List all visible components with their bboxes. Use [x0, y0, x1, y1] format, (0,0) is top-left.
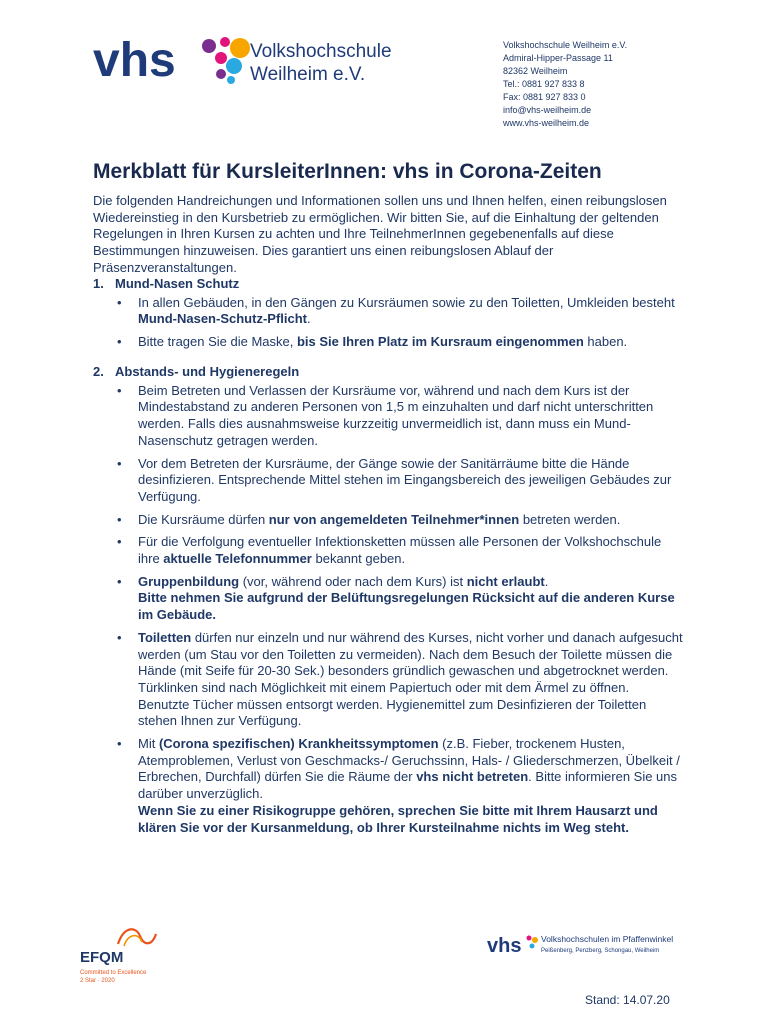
- address-block: [503, 39, 627, 130]
- logo-dot: [230, 38, 250, 58]
- efqm-swoosh-icon: [124, 936, 142, 946]
- list-item: [93, 512, 683, 529]
- list-item: • Beim Betreten und Verlassen der Kursräume vor, während und nach dem Kurs ist der Mindestabstand zu anderen Personen von 1,5 m einzuhalten und darf nicht unterschritten werden. Falls dies ausnahmsweise kurzzeitig unvermeidlich ist, dann muss ein Mund-Nasenschutz getragen werden.: [93, 383, 683, 450]
- efqm-subtext: Committed to Excellence: [80, 970, 147, 976]
- vhs-small-text: vhs: [487, 935, 522, 957]
- address-line: Admiral-Hipper-Passage 11: [503, 53, 613, 63]
- logo-dot: [226, 58, 242, 74]
- section-heading: [93, 276, 683, 293]
- text: bekannt geben.: [311, 551, 406, 567]
- bold-text: Bitte nehmen Sie aufgrund der Belüftungsregelungen Rücksicht auf die anderen Kurse im Gebäude.: [138, 590, 675, 623]
- text: Die Kursräume dürfen: [138, 511, 269, 527]
- logo-dot: [220, 37, 230, 47]
- section-title: Abstands- und Hygieneregeln: [115, 364, 300, 379]
- section-mask: [93, 276, 683, 357]
- bold-text: bis Sie Ihren Platz im Kursraum eingenommen: [296, 334, 584, 350]
- text: In allen Gebäuden, in den Gängen zu Kursräumen sowie zu den Toiletten, Umkleiden besteht: [138, 294, 675, 310]
- text: haben.: [583, 334, 628, 350]
- logo-dot: [532, 937, 538, 943]
- logo-dot: [227, 76, 235, 84]
- text: .: [544, 573, 549, 589]
- bullet-list: [93, 383, 683, 837]
- text: .: [307, 311, 311, 327]
- list-item: [93, 295, 683, 328]
- bold-text: nicht erlaubt: [466, 573, 545, 589]
- bold-text: nur von angemeldeten Teilnehmer*innen: [268, 511, 520, 527]
- logo-dot: [202, 39, 216, 53]
- bullet-list: [93, 295, 683, 351]
- section-number: 2.: [93, 364, 104, 379]
- logo-dot: [527, 936, 532, 941]
- section-heading: [93, 364, 683, 381]
- vhs-small-line-1: Volkshochschulen im Pfaffenwinkel: [541, 934, 674, 944]
- section-number: 1.: [93, 276, 104, 291]
- bold-text: (Corona spezifischen) Krankheitssymptomen: [158, 736, 439, 752]
- text: Für die Verfolgung eventueller Infektionsketten müssen alle Personen der Volkshochschule ihre: [138, 534, 662, 567]
- bold-text: Gruppenbildung: [138, 573, 240, 589]
- logo-text: vhs: [93, 34, 176, 87]
- logo-dot: [216, 69, 226, 79]
- logo-line-2: Weilheim e.V.: [250, 64, 366, 85]
- bold-text: Wenn Sie zu einer Risikogruppe gehören, sprechen Sie bitte mit Ihrem Hausarzt und klären Sie vor der Kursanmeldung, ob Ihrer Kursteilnahme nichts im Weg steht.: [138, 802, 658, 835]
- address-email[interactable]: info@vhs-weilheim.de: [503, 105, 592, 115]
- efqm-subtext: 2 Star · 2020: [80, 978, 115, 984]
- logo-dot: [215, 52, 227, 64]
- text: Mit: [138, 736, 159, 752]
- intro-paragraph: Die folgenden Handreichungen und Informationen sollen uns und Ihnen helfen, einen reibungslosen Wiedereinstieg in den Kursbetrieb zu ermöglichen. Wir bitten Sie, auf die Einhaltung der geltenden Regelungen in Ihren Kursen zu achten und Ihre TeilnehmerInnen gegebenenfalls auf diese Bestimmungen hinzuweisen. Dies garantiert uns einen reibungslosen Ablauf der Präsenzveranstaltungen.: [93, 193, 667, 275]
- bold-text: Mund-Nasen-Schutz-Pflicht: [138, 311, 307, 327]
- list-item: [93, 334, 683, 351]
- list-item: [93, 736, 683, 836]
- logo-line-1: Volkshochschule: [250, 41, 392, 62]
- address-phone: Tel.: 0881 927 833 8: [503, 79, 585, 89]
- bold-text: aktuelle Telefonnummer: [163, 551, 312, 567]
- address-line: Volkshochschule Weilheim e.V.: [503, 40, 628, 50]
- list-item: [93, 534, 683, 567]
- page-title: Merkblatt für KursleiterInnen: vhs in Corona-Zeiten: [93, 160, 602, 183]
- text: Bitte tragen Sie die Maske,: [138, 334, 297, 350]
- efqm-text: EFQM: [80, 949, 124, 966]
- address-line: 82362 Weilheim: [503, 66, 568, 76]
- address-website[interactable]: www.vhs-weilheim.de: [503, 118, 590, 128]
- bold-text: vhs nicht betreten: [416, 769, 529, 785]
- section-hygiene: [93, 364, 683, 842]
- vhs-logo: [93, 32, 253, 88]
- text: betreten werden.: [519, 511, 621, 527]
- vhs-small-line-2: Peißenberg, Penzberg, Schongau, Weilheim: [541, 948, 660, 954]
- list-item: [93, 630, 683, 730]
- text: dürfen nur einzeln und nur während des Kurses, nicht vorher und danach aufgesucht werden (um Stau vor den Toiletten zu vermeiden). Nach dem Besuch der Toilette müssen die Hände (mit Seife für 20-30 Sek.) besonders gründlich gewaschen und abgetrocknet werden. Türklinken sind nach Möglichkeit mit einem Papiertuch oder mit dem Ärmel zu öffnen. Benutzte Tücher müssen entsorgt werden. Hygienemittel zum Desinfizieren der Toiletten stehen Ihnen zur Verfügung.: [138, 629, 683, 729]
- bold-text: Toiletten: [138, 629, 192, 645]
- logo-dot: [530, 944, 535, 949]
- vhs-pfaffenwinkel-logo: [487, 930, 677, 964]
- section-title: Mund-Nasen Schutz: [115, 276, 240, 291]
- address-fax: Fax: 0881 927 833 0: [503, 92, 586, 102]
- efqm-logo: [80, 922, 170, 994]
- text: (z.B. Fieber, trockenem Husten, Atemproblemen, Verlust von Geschmacks-/ Geruchssinn, Hals- / Gliederschmerzen, Übelkeit / Erbrechen, Durchfall) dürfen Sie die Räume der: [138, 736, 680, 785]
- text: (vor, während oder nach dem Kurs) ist: [239, 573, 467, 589]
- list-item: [93, 574, 683, 624]
- list-item: • Vor dem Betreten der Kursräume, der Gänge sowie der Sanitärräume bitte die Hände desinfizieren. Entsprechende Mittel stehen im Eingangsbereich des jeweiligen Gebäudes zur Verfügung.: [93, 456, 683, 506]
- text: . Bitte informieren Sie uns darüber unverzüglich.: [138, 769, 678, 802]
- date-stamp: Stand: 14.07.20: [585, 993, 670, 1007]
